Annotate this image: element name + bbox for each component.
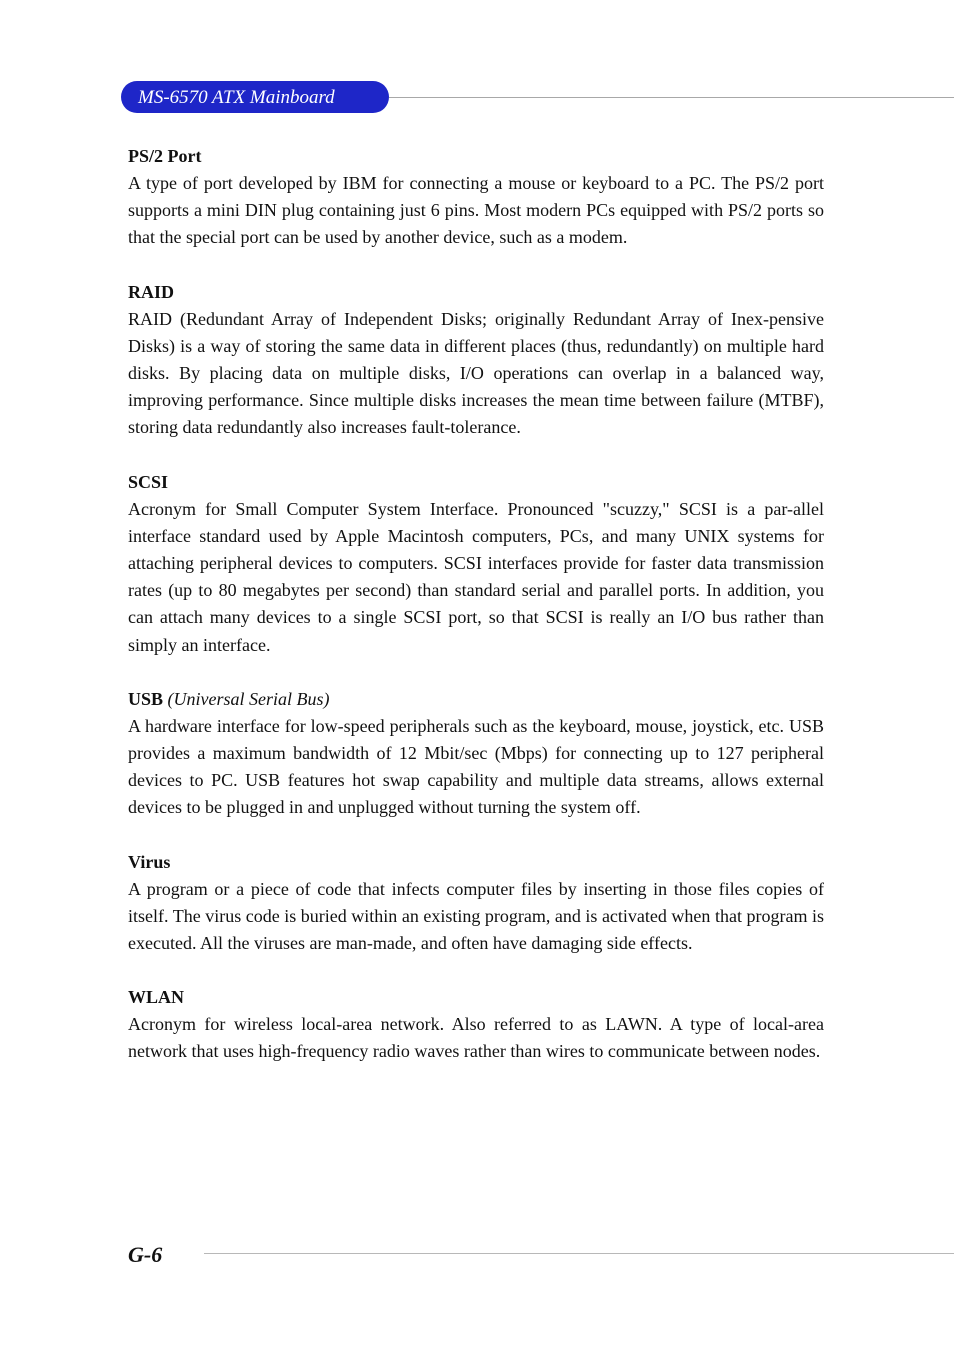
glossary-content (128, 143, 824, 1093)
entry-definition: A program or a piece of code that infects computer files by inserting in those files copies of itself. The virus code is buried within an existing program, and is activated when that program is executed. All the viruses are man-made, and often have damaging side effects. (128, 878, 824, 954)
page-number: G-6 (128, 1242, 163, 1267)
page-header (121, 81, 954, 115)
glossary-entry-wlan (128, 984, 824, 1065)
entry-term-subtitle: (Universal Serial Bus) (167, 688, 330, 709)
glossary-entry-raid (128, 279, 824, 442)
entry-definition: A hardware interface for low-speed peripherals such as the keyboard, mouse, joystick, etc. USB provides a maximum bandwidth of 12 Mbit/sec (Mbps) for connecting up to 127 peripheral devices to PC. USB features hot swap capability and multiple data streams, allows external devices to be plugged in and unplugged without turning the system off. (128, 715, 824, 818)
entry-term: RAID (128, 281, 175, 302)
glossary-entry-virus (128, 849, 824, 958)
entry-term: WLAN (128, 987, 185, 1008)
entry-definition: RAID (Redundant Array of Independent Disks; originally Redundant Array of Inex-pensive Disks) is a way of storing the same data in different places (thus, redundantly) on multiple hard disks. By placing data on multiple disks, I/O operations can overlap in a balanced way, improving performance. Since multiple disks increases the mean time between failure (MTBF), storing data redundantly also increases fault-tolerance. (128, 308, 824, 438)
glossary-entry-scsi (128, 469, 824, 659)
glossary-entry-usb (128, 686, 824, 822)
glossary-entry-ps2-port (128, 143, 824, 252)
entry-definition: A type of port developed by IBM for connecting a mouse or keyboard to a PC. The PS/2 port supports a mini DIN plug containing just 6 pins. Most modern PCs equipped with PS/2 ports so that the special port can be used by another device, such as a modem. (128, 173, 824, 248)
header-title: MS-6570 ATX Mainboard (121, 81, 389, 113)
header-rule (389, 97, 954, 98)
entry-term: Virus (128, 851, 171, 872)
entry-term: PS/2 Port (128, 146, 202, 166)
page-footer (128, 1240, 954, 1270)
entry-definition: Acronym for Small Computer System Interface. Pronounced "scuzzy," SCSI is a par-allel interface standard used by Apple Macintosh computers, PCs, and many UNIX systems for attaching peripheral devices to computers. SCSI interfaces provide for faster data transmission rates (up to 80 megabytes per second) than standard serial and parallel ports. In addition, you can attach many devices to a single SCSI port, so that SCSI is really an I/O bus rather than simply an interface. (128, 498, 824, 655)
entry-term: SCSI (128, 471, 169, 492)
entry-definition: Acronym for wireless local-area network. Also referred to as LAWN. A type of local-area network that uses high-frequency radio waves rather than wires to communicate between nodes. (128, 1014, 824, 1062)
footer-rule (204, 1253, 954, 1254)
entry-term: USB (Universal Serial Bus) (128, 688, 330, 709)
